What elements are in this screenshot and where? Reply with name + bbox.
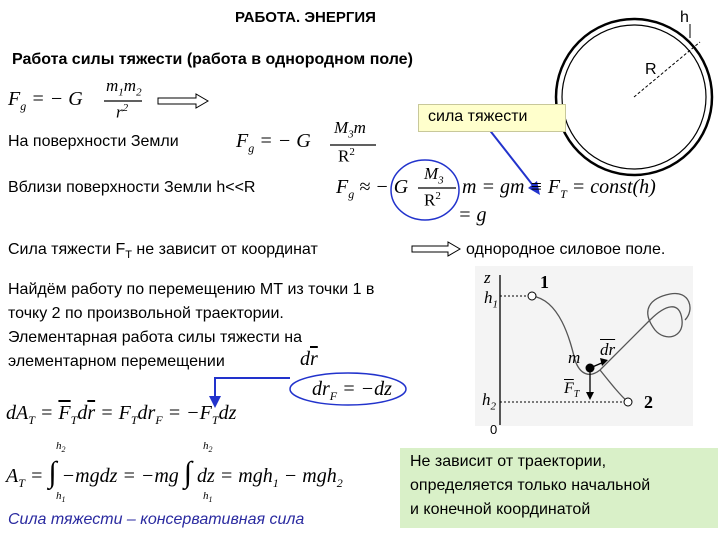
trajectory-diagram xyxy=(475,266,693,426)
slide-title: РАБОТА. ЭНЕРГИЯ xyxy=(235,9,376,26)
formula-near-rhs: m = gm ≡ $F_T$ = const(h) xyxy=(462,176,656,201)
h2-label: $h_2$ xyxy=(482,390,496,413)
formula-near-lhs: $F_g$ ≈ − G xyxy=(336,176,409,201)
task-line-4: элементарном перемещении xyxy=(8,353,225,370)
formula-near-g: = g xyxy=(458,204,487,226)
implies-arrow-1 xyxy=(158,94,208,108)
axis-z-label: z xyxy=(484,268,491,287)
h1-label: $h_1$ xyxy=(484,288,498,311)
globe-h-label: h xyxy=(680,9,689,26)
no-coord-text: Сила тяжести $F_T$ не зависит от координат xyxy=(8,241,318,262)
task-line-3: Элементарная работа силы тяжести на xyxy=(8,329,302,346)
formula-near-num: $M_3$ xyxy=(424,164,444,187)
point-2 xyxy=(624,398,632,406)
formula-dA: $dA_T = \overline{F}_Td\overline{r} = F_Tdr_F = -F_Tdz$ xyxy=(6,402,237,427)
formula-newton-lhs: $F_g$ = − G xyxy=(8,88,83,113)
radius-line xyxy=(634,42,700,97)
gravity-label: сила тяжести xyxy=(428,108,528,125)
integral-upper-1: $h_2$ xyxy=(56,440,66,455)
dr-label: $\overline{dr}$ xyxy=(600,340,616,359)
point-2-label: 2 xyxy=(644,392,653,412)
conservative-caption: Сила тяжести – консервативная сила xyxy=(8,511,305,528)
dr-symbol: $d\overline{r}$ xyxy=(300,348,318,370)
independence-line-2: определяется только начальной xyxy=(410,477,651,494)
integral-lower-1: $h_1$ xyxy=(56,490,66,505)
independence-line-1: Не зависит от траектории, xyxy=(410,453,607,470)
ft-label: $\overline{F}_T$ xyxy=(564,380,580,401)
zero-label: 0 xyxy=(490,422,498,437)
uniform-field-text: однородное силовое поле. xyxy=(466,241,666,258)
task-line-2: точку 2 по произвольной траектории. xyxy=(8,305,284,322)
task-line-1: Найдём работу по перемещению МТ из точки 1 в xyxy=(8,281,375,298)
integral-upper-2: $h_2$ xyxy=(203,440,213,455)
formula-newton-num: $m_1m_2$ xyxy=(106,76,142,99)
slide-subtitle: Работа силы тяжести (работа в однородном поле) xyxy=(12,51,413,68)
formula-newton-den: $r^2$ xyxy=(116,102,129,122)
formula-near-den: $R^2$ xyxy=(424,190,441,210)
formula-surface-lhs: $F_g$ = − G xyxy=(236,130,311,155)
formula-drF: $dr_F = -dz$ xyxy=(312,378,392,403)
formula-A-integral: $A_T$ = ∫ −mgdz = −mg ∫ dz = mgh$_1$ − mgh$_2$ xyxy=(6,456,343,490)
globe-r-label: R xyxy=(645,61,657,78)
mass-label: m xyxy=(568,348,581,367)
earth-globe xyxy=(556,19,712,175)
point-1-label: 1 xyxy=(540,272,549,292)
formula-surface-den: $R^2$ xyxy=(338,146,355,166)
point-1 xyxy=(528,292,536,300)
near-surface-text: Вблизи поверхности Земли h<<R xyxy=(8,179,256,196)
integral-lower-2: $h_1$ xyxy=(203,490,213,505)
independence-line-3: и конечной координатой xyxy=(410,501,591,518)
surface-text: На поверхности Земли xyxy=(8,133,179,150)
implies-arrow-2 xyxy=(412,242,460,256)
formula-surface-num: $M_3m$ xyxy=(334,118,366,141)
